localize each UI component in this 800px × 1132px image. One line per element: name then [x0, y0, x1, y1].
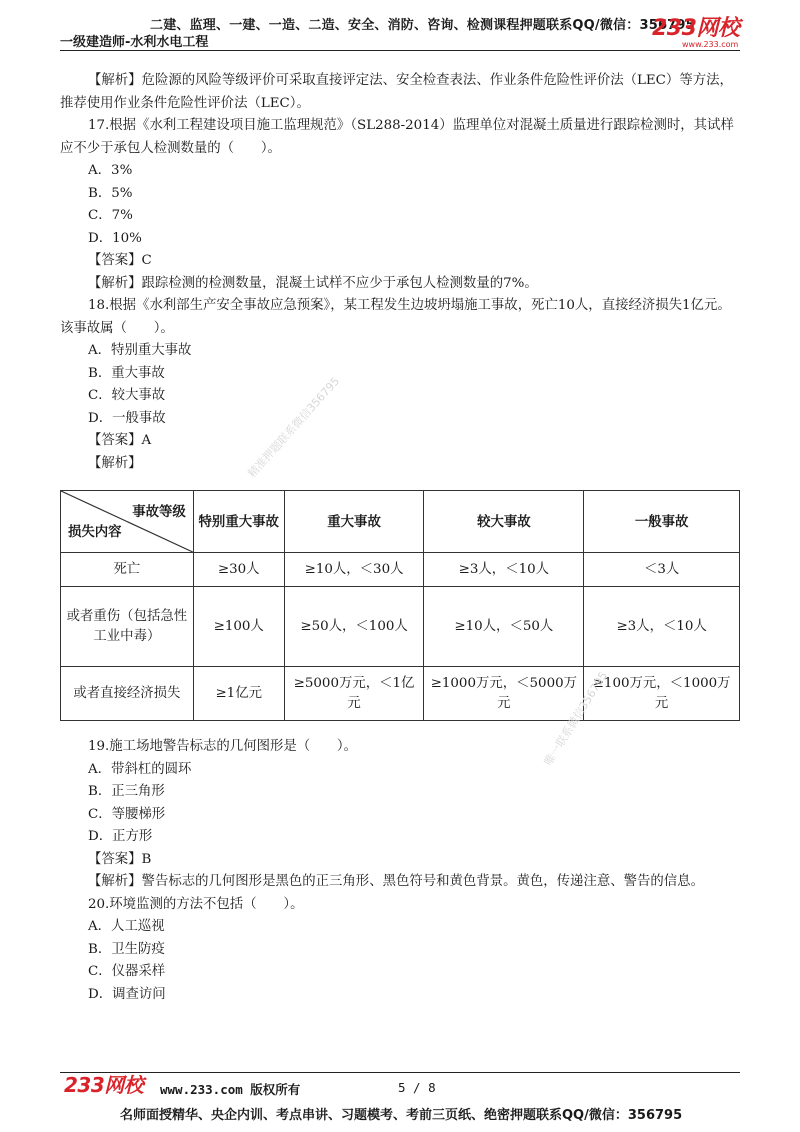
table-cell: ≥50人，＜100人	[284, 587, 424, 667]
q17-option-a: A．3%	[88, 163, 133, 178]
header-divider	[60, 50, 740, 51]
q17-option-b: B．5%	[88, 185, 133, 201]
q20-stem: 20.环境监测的方法不包括（ ）。	[88, 896, 304, 912]
table-cell: ≥100万元，＜1000万元	[584, 667, 740, 721]
q18-option-a: A．特别重大事故	[88, 343, 192, 358]
table-header-row	[61, 491, 740, 553]
header-contact-line: 二建、监理、一建、一造、二造、安全、消防、咨询、检测课程押题联系QQ/微信：356795	[150, 18, 695, 33]
table-cell: ≥30人	[193, 553, 284, 587]
q17-stem: 17.根据《水利工程建设项目施工监理规范》（SL288-2014）监理单位对混凝土质量进行跟踪检测时，其试样应不少于承包人检测数量的（ ）。	[60, 118, 734, 156]
table-header-cell: 特别重大事故	[193, 491, 284, 553]
q18-answer: 【答案】A	[88, 433, 152, 448]
q19-analysis: 【解析】警告标志的几何图形是黑色的正三角形、黑色符号和黄色背景。黄色，传递注意、警告的信息。	[88, 874, 704, 889]
watermark-text: 精准押题联系微信356795	[245, 374, 343, 481]
q17-option-d: D．10%	[88, 230, 142, 246]
table-header-cell: 一般事故	[584, 491, 740, 553]
table-row-label: 死亡	[61, 553, 194, 587]
q20-option-d: D．调查访问	[88, 986, 166, 1002]
table-cell: ≥3人，＜10人	[584, 587, 740, 667]
q19-option-c: C．等腰梯形	[88, 806, 166, 822]
footer-brand-logo: 233网校	[64, 1073, 144, 1097]
q18-option-d: D．一般事故	[88, 410, 166, 426]
table-cell: ＜3人	[584, 553, 740, 587]
watermark-text: 唯一联系微信356795	[541, 669, 610, 768]
table-row	[61, 587, 740, 667]
q19-option-a: A．带斜杠的圆环	[88, 761, 192, 777]
q19-option-b: B．正三角形	[88, 784, 165, 799]
q18-option-b: B．重大事故	[88, 365, 165, 381]
table-cell: ≥10人，＜30人	[284, 553, 424, 587]
q17-option-c: C．7%	[88, 208, 133, 223]
brand-logo	[652, 18, 742, 52]
q18-analysis: 【解析】	[88, 455, 142, 471]
table-header-cell: 重大事故	[284, 491, 424, 553]
question-block-top	[60, 70, 740, 475]
q18-stem: 18.根据《水利部生产安全事故应急预案》，某工程发生边坡坍塌施工事故，死亡10人，直接经济损失1亿元。该事故属（ ）。	[60, 298, 731, 336]
table-cell: ≥10人，＜50人	[424, 587, 584, 667]
table-cell: ≥1000万元，＜5000万元	[424, 667, 584, 721]
table-cell: ≥100人	[193, 587, 284, 667]
footer-copyright: www.233.com 版权所有	[160, 1082, 301, 1097]
q19-option-d: D．正方形	[88, 829, 153, 844]
table-row	[61, 553, 740, 587]
footer-divider	[60, 1072, 740, 1073]
table-corner-cell	[61, 491, 194, 553]
q20-option-b: B．卫生防疫	[88, 941, 165, 957]
q18-option-c: C．较大事故	[88, 388, 166, 403]
q20-option-a: A．人工巡视	[88, 919, 165, 934]
header-subject-title: 一级建造师-水利水电工程	[60, 35, 209, 50]
accident-level-table	[60, 490, 740, 721]
page-number: 5 / 8	[398, 1080, 436, 1095]
brand-logo-text: 233网校	[652, 16, 740, 41]
q17-analysis: 【解析】跟踪检测的检测数量，混凝土试样不应少于承包人检测数量的7%。	[88, 275, 538, 291]
q19-answer: 【答案】B	[88, 851, 152, 867]
table-cell: ≥3人，＜10人	[424, 553, 584, 587]
q19-stem: 19.施工场地警告标志的几何图形是（ ）。	[88, 739, 358, 754]
table-corner-bottom: 损失内容	[68, 523, 122, 540]
table-row	[61, 667, 740, 721]
q20-option-c: C．仪器采样	[88, 964, 166, 979]
q17-answer: 【答案】C	[88, 253, 152, 268]
q16-analysis: 【解析】危险源的风险等级评价可采取直接评定法、安全检查表法、作业条件危险性评价法（LEC）等方法，推荐使用作业条件危险性评价法（LEC）。	[60, 73, 733, 111]
footer-contact-line: 名师面授精华、央企内训、考点串讲、习题模考、考前三页纸、绝密押题联系QQ/微信：356795	[120, 1108, 683, 1123]
table-corner-top: 事故等级	[132, 503, 186, 520]
table-cell: ≥5000万元，＜1亿元	[284, 667, 424, 721]
table-cell: ≥1亿元	[193, 667, 284, 721]
table-row-label: 或者直接经济损失	[61, 667, 194, 721]
diagonal-line-icon	[61, 491, 193, 552]
table-row-label: 或者重伤（包括急性工业中毒）	[61, 587, 194, 667]
brand-logo-url: www.233.com	[682, 40, 739, 49]
question-block-bottom	[60, 736, 740, 1006]
table-header-cell: 较大事故	[424, 491, 584, 553]
